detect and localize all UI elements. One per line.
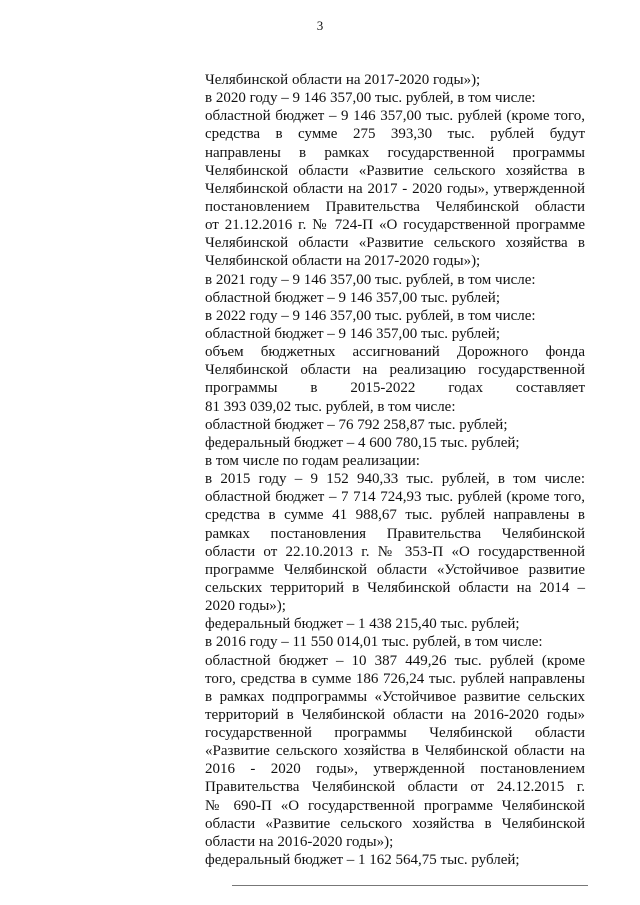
text-line: Челябинской области на реализацию государственной	[205, 362, 585, 379]
text-line: № 690-П «О государственной программе Челябинской	[205, 797, 585, 814]
text-line: постановлением Правительства Челябинской области	[205, 198, 585, 215]
text-line: сельских территорий в Челябинской области на 2014 –	[205, 579, 585, 596]
text-line: программы в 2015-2022 годах составляет	[205, 380, 585, 397]
text-line: областной бюджет – 9 146 357,00 тыс. рублей;	[205, 325, 500, 342]
text-line: «Развитие сельского хозяйства в Челябинской области на	[205, 743, 585, 760]
text-line: федеральный бюджет – 1 438 215,40 тыс. рублей;	[205, 616, 520, 633]
text-line: в 2016 году – 11 550 014,01 тыс. рублей, в том числе:	[205, 634, 543, 651]
text-line: Челябинской области «Развитие сельского хозяйства в	[205, 162, 585, 179]
text-line: в рамках подпрограммы «Устойчивое развитие сельских	[205, 688, 585, 705]
text-line: программе Челябинской области «Устойчивое развитие	[205, 561, 585, 578]
text-line: в 2020 году – 9 146 357,00 тыс. рублей, в том числе:	[205, 90, 536, 107]
text-line: в 2022 году – 9 146 357,00 тыс. рублей, в том числе:	[205, 307, 536, 324]
text-line: в том числе по годам реализации:	[205, 452, 420, 469]
text-line: 2020 годы»);	[205, 598, 286, 615]
text-line: федеральный бюджет – 1 162 564,75 тыс. рублей;	[205, 852, 520, 869]
bottom-rule	[232, 885, 588, 886]
text-line: области на 2016-2020 годы»);	[205, 833, 394, 850]
text-line: областной бюджет – 10 387 449,26 тыс. рублей (кроме	[205, 652, 585, 669]
text-line: областной бюджет – 76 792 258,87 тыс. рублей;	[205, 416, 508, 433]
page-number: 3	[316, 18, 324, 33]
text-line: средства в сумме 275 393,30 тыс. рублей будут	[205, 126, 585, 143]
text-line: объем бюджетных ассигнований Дорожного фонда	[205, 344, 585, 361]
text-line: в 2021 году – 9 146 357,00 тыс. рублей, в том числе:	[205, 271, 536, 288]
text-line: того, средства в сумме 186 726,24 тыс. рублей направлены	[205, 670, 585, 687]
text-line: области от 22.10.2013 г. № 353-П «О государственной	[205, 543, 585, 560]
document-body	[205, 71, 585, 869]
text-line: Правительства Челябинской области от 24.12.2015 г.	[205, 779, 585, 796]
text-line: территорий в Челябинской области на 2016-2020 годы»	[205, 706, 585, 723]
text-line: в 2015 году – 9 152 940,33 тыс. рублей, в том числе:	[205, 471, 585, 488]
text-line: направлены в рамках государственной программы	[205, 144, 585, 161]
text-line: средства в сумме 41 988,67 тыс. рублей направлены в	[205, 507, 585, 524]
text-line: Челябинской области «Развитие сельского хозяйства в	[205, 235, 585, 252]
text-line: Челябинской области на 2017-2020 годы»);	[205, 72, 481, 88]
text-line: федеральный бюджет – 4 600 780,15 тыс. рублей;	[205, 434, 520, 451]
text-line: областной бюджет – 7 714 724,93 тыс. рублей (кроме того,	[205, 489, 585, 506]
text-line: областной бюджет – 9 146 357,00 тыс. рублей;	[205, 289, 500, 306]
text-line: областной бюджет – 9 146 357,00 тыс. рублей (кроме того,	[205, 108, 585, 125]
text-line: государственной программы Челябинской области	[205, 725, 585, 742]
text-line: рамках постановления Правительства Челябинской	[205, 525, 585, 542]
text-line: 2016 - 2020 годы», утвержденной постановлением	[205, 761, 585, 778]
text-line: от 21.12.2016 г. № 724-П «О государственной программе	[205, 217, 585, 234]
text-line: 81 393 039,02 тыс. рублей, в том числе:	[205, 398, 456, 415]
text-line: Челябинской области на 2017 - 2020 годы», утвержденной	[205, 180, 585, 197]
text-line: Челябинской области на 2017-2020 годы»);	[205, 253, 481, 270]
text-line: области «Развитие сельского хозяйства в Челябинской	[205, 815, 585, 832]
